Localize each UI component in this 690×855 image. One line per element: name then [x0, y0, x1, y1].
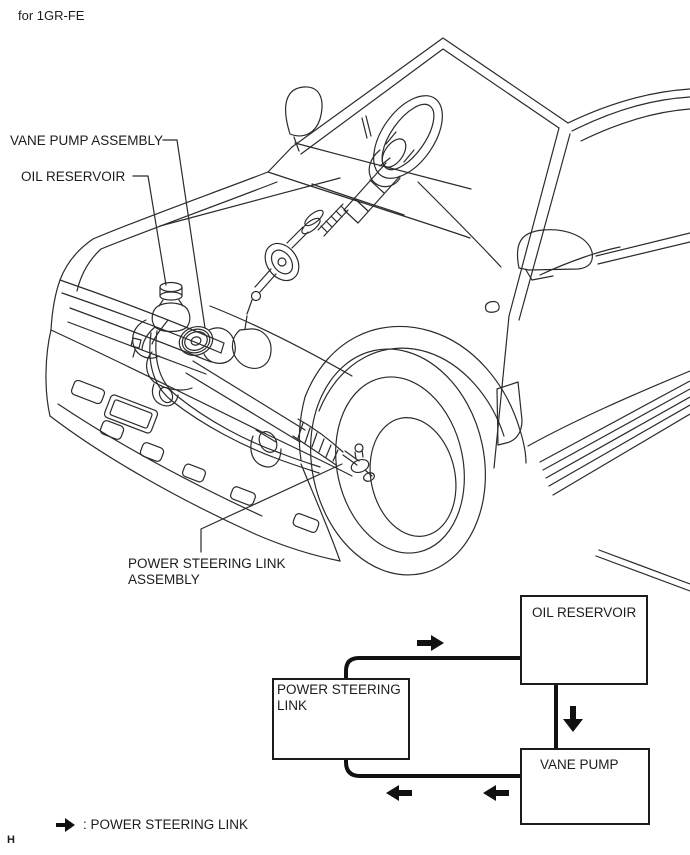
- flow-box-power-steering-link-label: POWER STEERING LINK: [277, 682, 401, 713]
- flow-box-oil-reservoir: [520, 595, 648, 685]
- rack-mount-bracket: [152, 384, 281, 467]
- mud-flap: [497, 382, 522, 445]
- label-vane-pump-assembly: VANE PUMP ASSEMBLY: [10, 133, 164, 148]
- right-tie-rod: [596, 550, 690, 591]
- side-mirror: [517, 230, 592, 280]
- power-steering-link-arrow-icon: [56, 817, 76, 833]
- flow-box-power-steering-link: [272, 678, 410, 760]
- label-oil-reservoir: OIL RESERVOIR: [21, 169, 126, 184]
- vehicle-body-outline: [51, 38, 690, 591]
- flow-box-vane-pump: [520, 748, 650, 825]
- flow-line-pump-to-link: [346, 760, 521, 776]
- flow-box-oil-reservoir-label: OIL RESERVOIR: [532, 605, 637, 620]
- flow-arrow-left-icon: [386, 785, 412, 801]
- page-title: for 1GR-FE: [18, 8, 85, 23]
- label-power-steering-link-assembly: POWER STEERING LINK ASSEMBLY: [128, 556, 286, 587]
- leader-power-steering-link: [201, 464, 342, 552]
- floor-grommet-joint: [258, 237, 306, 287]
- flow-box-vane-pump-label: VANE PUMP: [540, 757, 619, 772]
- legend-text: : POWER STEERING LINK: [83, 817, 249, 832]
- flow-arrow-right-icon: [417, 635, 444, 651]
- turn-signal-stalk: [362, 116, 371, 138]
- left-mirror: [286, 87, 322, 151]
- flow-arrow-down-icon: [563, 706, 583, 732]
- front-wheel: [290, 326, 526, 591]
- running-board: [528, 371, 690, 495]
- legend: [56, 816, 248, 834]
- flow-arrow-left-icon-2: [483, 785, 509, 801]
- pinion-housing: [232, 329, 271, 368]
- fender-flare: [299, 326, 526, 463]
- steering-rack: [147, 306, 376, 483]
- license-plate-recess: [103, 394, 158, 434]
- leader-lines: [133, 140, 342, 552]
- page-mark: H: [7, 834, 15, 846]
- flow-line-link-to-reservoir: [346, 658, 521, 678]
- steering-column-shaft: [247, 163, 400, 314]
